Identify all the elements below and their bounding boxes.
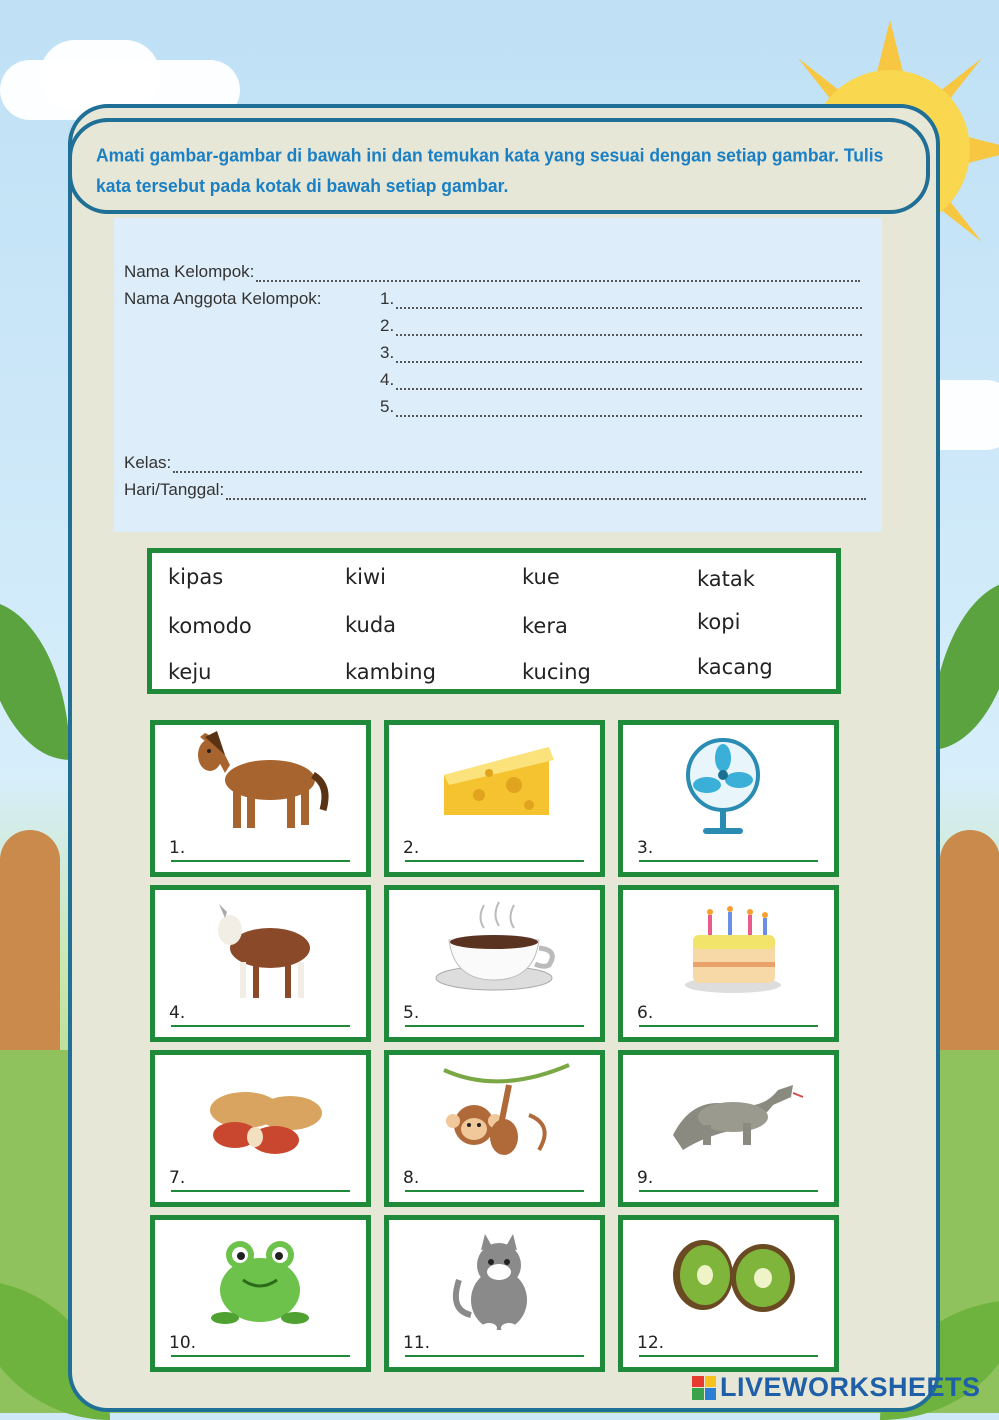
- group-name-row: [124, 262, 860, 282]
- picture-number: 5.: [403, 1003, 420, 1023]
- member-field[interactable]: [396, 374, 862, 390]
- picture-card-1: [150, 720, 371, 877]
- word-bank-item: keju: [168, 660, 212, 684]
- monkey-icon: [389, 1055, 600, 1202]
- member-field[interactable]: [396, 347, 862, 363]
- answer-line[interactable]: [639, 1190, 818, 1192]
- picture-card-11: [384, 1215, 605, 1372]
- member-row-1: [380, 289, 862, 309]
- class-field[interactable]: [173, 457, 862, 473]
- word-bank-item: katak: [697, 567, 755, 591]
- word-bank-item: kucing: [522, 660, 591, 684]
- answer-line[interactable]: [639, 860, 818, 862]
- cloud: [40, 40, 160, 110]
- word-bank-item: kera: [522, 614, 568, 638]
- brand-name: LIVEWORKSHEETS: [720, 1372, 981, 1402]
- answer-line[interactable]: [639, 1025, 818, 1027]
- group-name-field[interactable]: [256, 266, 860, 282]
- member-number: 2.: [380, 316, 395, 335]
- member-number: 5.: [380, 397, 395, 416]
- fence: [0, 830, 60, 1050]
- picture-card-4: [150, 885, 371, 1042]
- picture-number: 12.: [637, 1333, 665, 1353]
- picture-number: 6.: [637, 1003, 654, 1023]
- peanut-icon: [155, 1055, 366, 1202]
- members-label: Nama Anggota Kelompok:: [124, 289, 322, 308]
- date-row: [124, 480, 866, 500]
- picture-card-12: [618, 1215, 839, 1372]
- class-label: Kelas:: [124, 453, 172, 472]
- member-row-3: [380, 343, 862, 363]
- word-bank-item: komodo: [168, 614, 252, 638]
- member-number: 4.: [380, 370, 395, 389]
- word-bank-item: kuda: [345, 613, 397, 637]
- word-bank-item: kue: [522, 565, 560, 589]
- member-field[interactable]: [396, 293, 862, 309]
- member-number: 1.: [380, 289, 395, 308]
- horse-icon: [155, 725, 366, 872]
- fan-icon: [623, 725, 834, 872]
- word-bank-item: kipas: [168, 565, 224, 589]
- brand-icon: [692, 1376, 716, 1400]
- member-row-4: [380, 370, 862, 390]
- picture-card-3: [618, 720, 839, 877]
- cake-icon: [623, 890, 834, 1037]
- picture-number: 11.: [403, 1333, 431, 1353]
- picture-number: 3.: [637, 838, 654, 858]
- picture-card-8: [384, 1050, 605, 1207]
- word-bank-item: kambing: [345, 660, 436, 684]
- answer-line[interactable]: [639, 1355, 818, 1357]
- picture-card-6: [618, 885, 839, 1042]
- member-field[interactable]: [396, 320, 862, 336]
- picture-number: 7.: [169, 1168, 186, 1188]
- coffee-icon: [389, 890, 600, 1037]
- picture-number: 10.: [169, 1333, 197, 1353]
- answer-line[interactable]: [405, 860, 584, 862]
- liveworksheets-logo: [692, 1372, 981, 1403]
- members-label-row: [124, 289, 322, 309]
- picture-number: 1.: [169, 838, 186, 858]
- answer-line[interactable]: [405, 1025, 584, 1027]
- picture-card-2: [384, 720, 605, 877]
- word-bank-item: kopi: [697, 610, 741, 634]
- fence: [940, 830, 999, 1050]
- picture-number: 9.: [637, 1168, 654, 1188]
- member-row-5: [380, 397, 862, 417]
- picture-number: 2.: [403, 838, 420, 858]
- word-bank-item: kiwi: [345, 565, 387, 589]
- member-field[interactable]: [396, 401, 862, 417]
- picture-number: 4.: [169, 1003, 186, 1023]
- instruction-text: Amati gambar-gambar di bawah ini dan temukan kata yang sesuai dengan setiap gambar. Tulis kata tersebut pada kotak di bawah setiap gambar.: [96, 144, 884, 197]
- member-row-2: [380, 316, 862, 336]
- date-label: Hari/Tanggal:: [124, 480, 225, 499]
- picture-card-7: [150, 1050, 371, 1207]
- goat-icon: [155, 890, 366, 1037]
- picture-card-10: [150, 1215, 371, 1372]
- answer-line[interactable]: [171, 1355, 350, 1357]
- word-bank-item: kacang: [697, 655, 773, 679]
- member-number: 3.: [380, 343, 395, 362]
- komodo-icon: [623, 1055, 834, 1202]
- answer-line[interactable]: [171, 1190, 350, 1192]
- class-row: [124, 453, 862, 473]
- group-name-label: Nama Kelompok:: [124, 262, 255, 281]
- answer-line[interactable]: [405, 1355, 584, 1357]
- picture-card-9: [618, 1050, 839, 1207]
- answer-line[interactable]: [405, 1190, 584, 1192]
- picture-number: 8.: [403, 1168, 420, 1188]
- cheese-icon: [389, 725, 600, 872]
- date-field[interactable]: [226, 484, 866, 500]
- picture-card-5: [384, 885, 605, 1042]
- answer-line[interactable]: [171, 860, 350, 862]
- answer-line[interactable]: [171, 1025, 350, 1027]
